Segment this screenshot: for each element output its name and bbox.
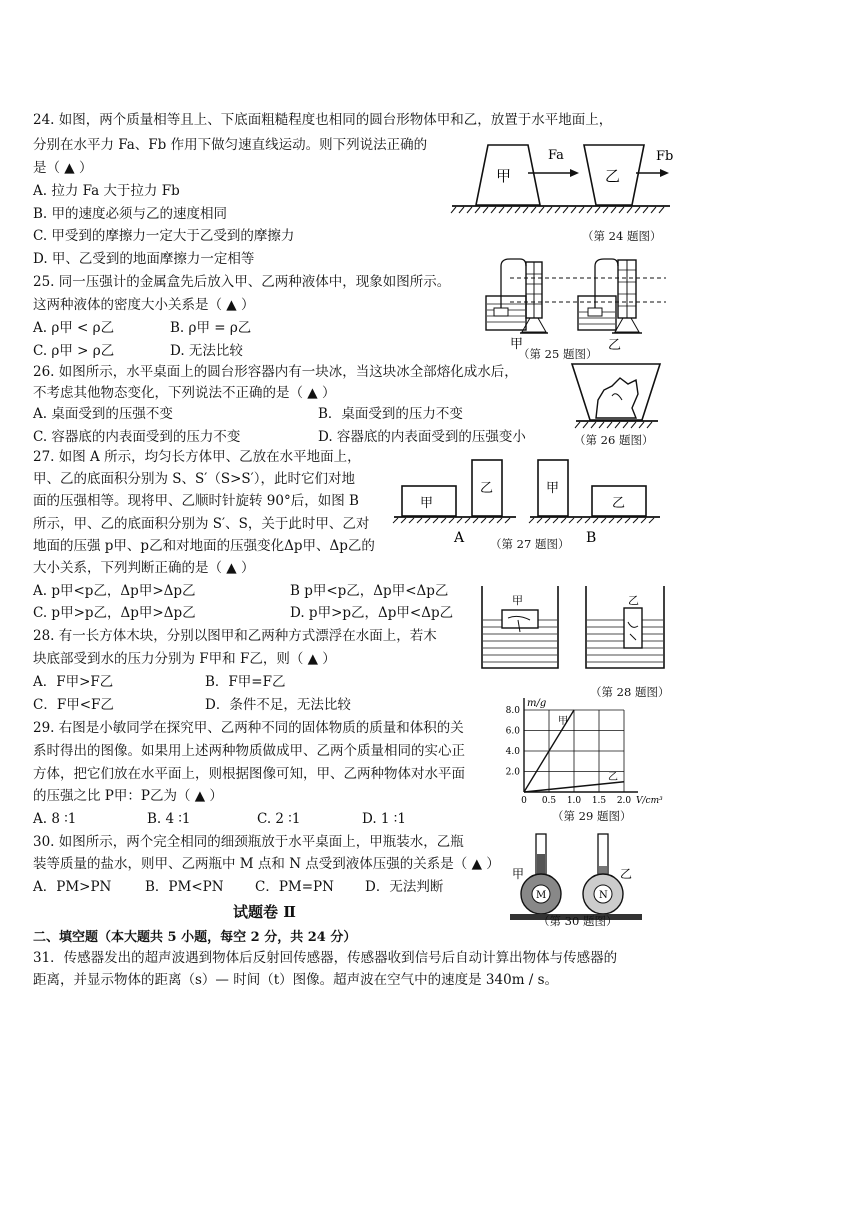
q28-caption: （第 28 题图）	[590, 685, 670, 699]
q27-option-d: D. p甲>p乙，Δp甲<Δp乙	[290, 605, 454, 621]
q27-option-a: A. p甲<p乙，Δp甲>Δp乙	[33, 583, 196, 599]
q24-option-c: C. 甲受到的摩擦力一定大于乙受到的摩擦力	[33, 228, 295, 244]
q28-figure	[474, 580, 674, 680]
q29-chart-ylabel: m/g	[527, 698, 547, 709]
q29-option-c: C. 2 ∶1	[257, 811, 301, 827]
q30-option-c: C．PM=PN	[255, 879, 334, 895]
q27-option-c: C. p甲>p乙，Δp甲>Δp乙	[33, 605, 196, 621]
q27-line3: 面的压强相等。现将甲、乙顺时针旋转 90°后，如图 B	[33, 493, 359, 509]
q26-line1: 26. 如图所示，水平桌面上的圆台形容器内有一块冰，当这块冰全部熔化成水后，	[33, 364, 518, 380]
q25-line2: 这两种液体的密度大小关系是（ ▲ ）	[33, 297, 255, 313]
y-tick-label: 2.0	[505, 767, 520, 778]
q24-fig-fb: Fb	[656, 149, 674, 164]
q27-fig-b-yi: 乙	[612, 496, 626, 511]
q28-option-b: B．F甲=F乙	[205, 674, 286, 690]
q29-option-b: B. 4 ∶1	[147, 811, 191, 827]
q27-option-b: B p甲<p乙，Δp甲<Δp乙	[290, 583, 449, 599]
q24-line1: 24. 如图，两个质量相等且上、下底面粗糙程度也相同的圆台形物体甲和乙，放置于水平地面上，	[33, 112, 613, 128]
q29-line1: 29. 右图是小敏同学在探究甲、乙两种不同的固体物质的质量和体积的关	[33, 720, 464, 736]
q26-figure	[566, 360, 666, 430]
q30-option-d: D．无法判断	[365, 879, 444, 895]
q24-option-d: D. 甲、乙受到的地面摩擦力一定相等	[33, 251, 255, 267]
q30-caption: （第 30 题图）	[538, 914, 618, 928]
q25-caption: （第 25 题图）	[518, 347, 598, 361]
q28-line1: 28. 有一长方体木块，分别以图甲和乙两种方式漂浮在水面上，若木	[33, 628, 437, 644]
q29-line4: 的压强之比 P甲：P乙为（ ▲ ）	[33, 788, 223, 804]
q26-caption: （第 26 题图）	[574, 433, 654, 447]
q28-option-d: D．条件不足，无法比较	[205, 697, 351, 713]
q28-line2: 块底部受到水的压力分别为 F甲和 F乙，则（ ▲ ）	[33, 651, 336, 667]
q26-option-a: A. 桌面受到的压强不变	[33, 406, 173, 422]
q30-fig-n: N	[599, 890, 608, 901]
q24-fig-jia: 甲	[496, 167, 512, 185]
q30-option-b: B．PM<PN	[145, 879, 224, 895]
y-tick-label: 6.0	[505, 726, 520, 737]
x-tick-label: 2.0	[616, 796, 632, 806]
x-tick-label: 1.0	[566, 796, 582, 806]
series-label-1: 乙	[608, 771, 618, 783]
q29-option-a: A. 8 ∶1	[33, 811, 77, 827]
q29-caption: （第 29 题图）	[552, 809, 632, 823]
q30-fig-m: M	[536, 890, 547, 901]
q27-line6: 大小关系，下列判断正确的是（ ▲ ）	[33, 560, 255, 576]
q30-figure	[508, 830, 648, 922]
q29-chart	[490, 698, 663, 808]
y-tick-label: 8.0	[505, 706, 520, 716]
q24-option-b: B. 甲的速度必须与乙的速度相同	[33, 206, 228, 222]
q25-option-a: A. ρ甲 < ρ乙	[33, 320, 115, 336]
q25-fig-yi: 乙	[608, 338, 622, 353]
x-tick-label: 0.5	[541, 796, 557, 806]
q30-line2: 装等质量的盐水，则甲、乙两瓶中 M 点和 N 点受到液体压强的关系是（ ▲ ）	[33, 856, 500, 872]
q25-fig-jia: 甲	[510, 337, 524, 352]
y-tick-label: 4.0	[505, 747, 520, 757]
q30-line1: 30. 如图所示，两个完全相同的细颈瓶放于水平桌面上，甲瓶装水，乙瓶	[33, 834, 464, 850]
q24-caption: （第 24 题图）	[582, 229, 662, 243]
q25-option-b: B. ρ甲 = ρ乙	[170, 320, 252, 336]
x-tick-label: 0	[521, 796, 527, 806]
q27-line5: 地面的压强 p甲、p乙和对地面的压强变化Δp甲、Δp乙的	[33, 538, 375, 554]
q26-option-c: C. 容器底的内表面受到的压力不变	[33, 429, 241, 445]
q26-option-b: B．桌面受到的压力不变	[318, 406, 463, 422]
q27-label-a: A	[454, 530, 465, 546]
q25-option-d: D. 无法比较	[170, 343, 243, 359]
q29-chart-axes	[524, 698, 638, 792]
q29-chart-xlabel: V/cm³	[636, 796, 663, 806]
q26-option-d: D. 容器底的内表面受到的压强变小	[318, 429, 526, 445]
q31-line2: 距离，并显示物体的距离（s）— 时间（t）图像。超声波在空气中的速度是 340m / s。	[33, 972, 559, 988]
q26-line2: 不考虑其他物态变化，下列说法不正确的是（ ▲ ）	[33, 385, 336, 401]
q31-line1: 31．传感器发出的超声波遇到物体后反射回传感器，传感器收到信号后自动计算出物体与传感器的	[33, 950, 618, 966]
q24-option-a: A. 拉力 Fa 大于拉力 Fb	[33, 183, 180, 199]
q27-label-b: B	[586, 530, 597, 546]
q24-line3: 是（ ▲ ）	[33, 160, 93, 176]
q24-line2: 分别在水平力 Fa、Fb 作用下做匀速直线运动。则下列说法正确的	[33, 137, 428, 153]
q29-line3: 方体，把它们放在水平面上，则根据图像可知，甲、乙两种物体对水平面	[33, 766, 465, 782]
section2-title: 试题卷 Ⅱ	[233, 903, 296, 921]
q24-figure	[448, 133, 678, 225]
q30-fig-jia: 甲	[512, 867, 525, 881]
q28-option-a: A．F甲>F乙	[33, 674, 114, 690]
q29-line2: 系时得出的图像。如果用上述两种物质做成甲、乙两个质量相同的实心正	[33, 743, 465, 759]
q27-line2: 甲、乙的底面积分别为 S、S′（S>S′），此时它们对地	[33, 471, 355, 487]
q27-fig-a-jia: 甲	[420, 496, 434, 511]
q30-option-a: A．PM>PN	[33, 879, 112, 895]
q27-caption: （第 27 题图）	[490, 537, 570, 551]
q25-line1: 25. 同一压强计的金属盒先后放入甲、乙两种液体中，现象如图所示。	[33, 274, 451, 290]
q28-option-c: C．F甲<F乙	[33, 697, 114, 713]
q28-fig-yi: 乙	[628, 594, 639, 607]
q25-option-c: C. ρ甲 > ρ乙	[33, 343, 115, 359]
x-tick-label: 1.5	[591, 796, 607, 806]
q29-option-d: D. 1 ∶1	[362, 811, 406, 827]
q27-fig-b-jia: 甲	[546, 481, 560, 496]
q27-line4: 所示，甲、乙的底面积分别为 S′、S，关于此时甲、乙对	[33, 516, 370, 532]
q24-fig-fa: Fa	[548, 148, 564, 163]
q27-line1: 27. 如图 A 所示，均匀长方体甲、乙放在水平地面上，	[33, 449, 361, 465]
section2-heading: 二、填空题（本大题共 5 小题，每空 2 分，共 24 分）	[33, 930, 357, 945]
q27-figure	[390, 450, 670, 550]
q24-fig-yi: 乙	[605, 167, 621, 185]
q27-fig-a-yi: 乙	[480, 481, 494, 496]
series-label-0: 甲	[558, 716, 568, 727]
q28-fig-jia: 甲	[512, 594, 523, 607]
q30-fig-yi: 乙	[620, 867, 633, 881]
